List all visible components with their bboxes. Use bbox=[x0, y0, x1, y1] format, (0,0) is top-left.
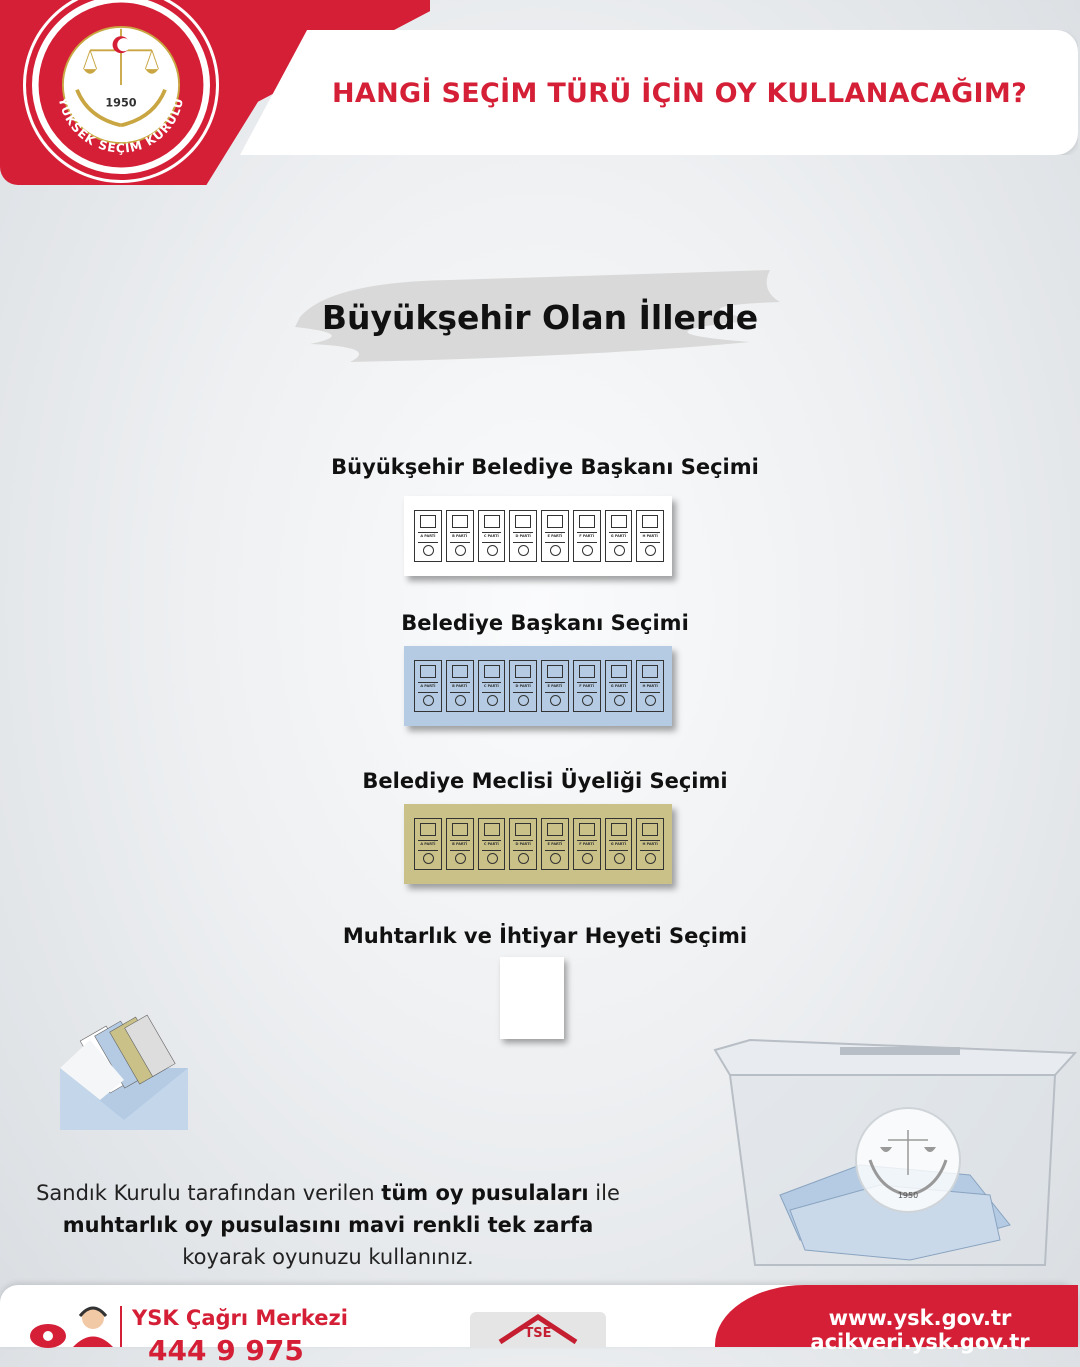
party-label: D PARTİ bbox=[515, 842, 531, 846]
party-label: C PARTİ bbox=[483, 684, 499, 688]
page-title: HANGİ SEÇİM TÜRÜ İÇİN OY KULLANACAĞIM? bbox=[332, 78, 1028, 109]
party-label: D PARTİ bbox=[515, 534, 531, 538]
party-label: D PARTİ bbox=[515, 684, 531, 688]
section-title: Büyükşehir Olan İllerde bbox=[321, 298, 759, 337]
ballot-metropolitan-mayor bbox=[404, 496, 672, 576]
ballot-cell bbox=[414, 660, 442, 712]
ballot-cell bbox=[414, 510, 442, 562]
election-label-mayor: Belediye Başkanı Seçimi bbox=[401, 611, 689, 635]
party-label: A PARTİ bbox=[420, 534, 436, 538]
call-center-number: 444 9 975 bbox=[148, 1334, 304, 1367]
seal-year: 1950 bbox=[105, 96, 137, 110]
ballot-cell bbox=[573, 818, 601, 870]
party-label: G PARTİ bbox=[610, 684, 627, 688]
party-label: G PARTİ bbox=[610, 842, 627, 846]
party-label: C PARTİ bbox=[483, 534, 499, 538]
ballot-council bbox=[404, 804, 672, 884]
ballot-cell bbox=[478, 660, 506, 712]
instruction-text: Sandık Kurulu tarafından verilen tüm oy pusulaları ile muhtarlık oy pusulasını mavi renkli tek zarfa koyarak oyunuzu kullanınız. bbox=[36, 1181, 620, 1269]
party-label: H PARTİ bbox=[642, 684, 658, 688]
party-label: B PARTİ bbox=[452, 534, 468, 538]
ballot-cell bbox=[541, 818, 569, 870]
ballot-cell bbox=[573, 510, 601, 562]
party-label: B PARTİ bbox=[452, 842, 468, 846]
open-data-link[interactable]: acikveri.ysk.gov.tr bbox=[810, 1330, 1030, 1354]
ballot-cell bbox=[446, 818, 474, 870]
ballot-cell bbox=[636, 510, 664, 562]
ballot-box-illustration bbox=[710, 1035, 1080, 1275]
ballot-mukhtar bbox=[500, 957, 564, 1039]
seal-ring-text: YÜKSEK SEÇİM KURULU bbox=[55, 96, 187, 156]
party-label: F PARTİ bbox=[579, 534, 595, 538]
party-label: E PARTİ bbox=[547, 534, 563, 538]
footer-divider bbox=[120, 1306, 122, 1347]
website-link[interactable]: www.ysk.gov.tr bbox=[828, 1306, 1012, 1330]
party-label: H PARTİ bbox=[642, 534, 658, 538]
ballot-cell bbox=[541, 510, 569, 562]
party-label: A PARTİ bbox=[420, 684, 436, 688]
tse-label: TSE bbox=[524, 1326, 552, 1341]
election-label-council: Belediye Meclisi Üyeliği Seçimi bbox=[362, 769, 728, 793]
ballot-cell bbox=[509, 660, 537, 712]
party-label: H PARTİ bbox=[642, 842, 658, 846]
election-label-metropolitan-mayor: Büyükşehir Belediye Başkanı Seçimi bbox=[331, 455, 759, 479]
party-label: F PARTİ bbox=[579, 842, 595, 846]
ballot-cell bbox=[509, 510, 537, 562]
envelope-illustration bbox=[60, 1020, 190, 1130]
party-label: B PARTİ bbox=[452, 684, 468, 688]
ballot-mayor bbox=[404, 646, 672, 726]
ballot-cell bbox=[509, 818, 537, 870]
party-label: G PARTİ bbox=[610, 534, 627, 538]
party-label: F PARTİ bbox=[579, 684, 595, 688]
ballot-cell bbox=[446, 660, 474, 712]
call-center-label: YSK Çağrı Merkezi bbox=[132, 1306, 348, 1330]
party-label: E PARTİ bbox=[547, 684, 563, 688]
ballot-cell bbox=[478, 510, 506, 562]
ballot-cell bbox=[636, 818, 664, 870]
party-label: E PARTİ bbox=[547, 842, 563, 846]
ballot-cell bbox=[414, 818, 442, 870]
ballot-cell bbox=[446, 510, 474, 562]
svg-text:1950: 1950 bbox=[897, 1191, 919, 1200]
ysk-seal-logo bbox=[26, 0, 216, 180]
ballot-cell bbox=[573, 660, 601, 712]
ballot-cell bbox=[605, 510, 633, 562]
ballot-cell bbox=[478, 818, 506, 870]
call-center-agent-icon bbox=[28, 1300, 118, 1347]
party-label: A PARTİ bbox=[420, 842, 436, 846]
ballot-cell bbox=[636, 660, 664, 712]
ballot-cell bbox=[541, 660, 569, 712]
party-label: C PARTİ bbox=[483, 842, 499, 846]
ballot-cell bbox=[605, 660, 633, 712]
ballot-cell bbox=[605, 818, 633, 870]
election-label-mukhtar: Muhtarlık ve İhtiyar Heyeti Seçimi bbox=[342, 924, 748, 948]
